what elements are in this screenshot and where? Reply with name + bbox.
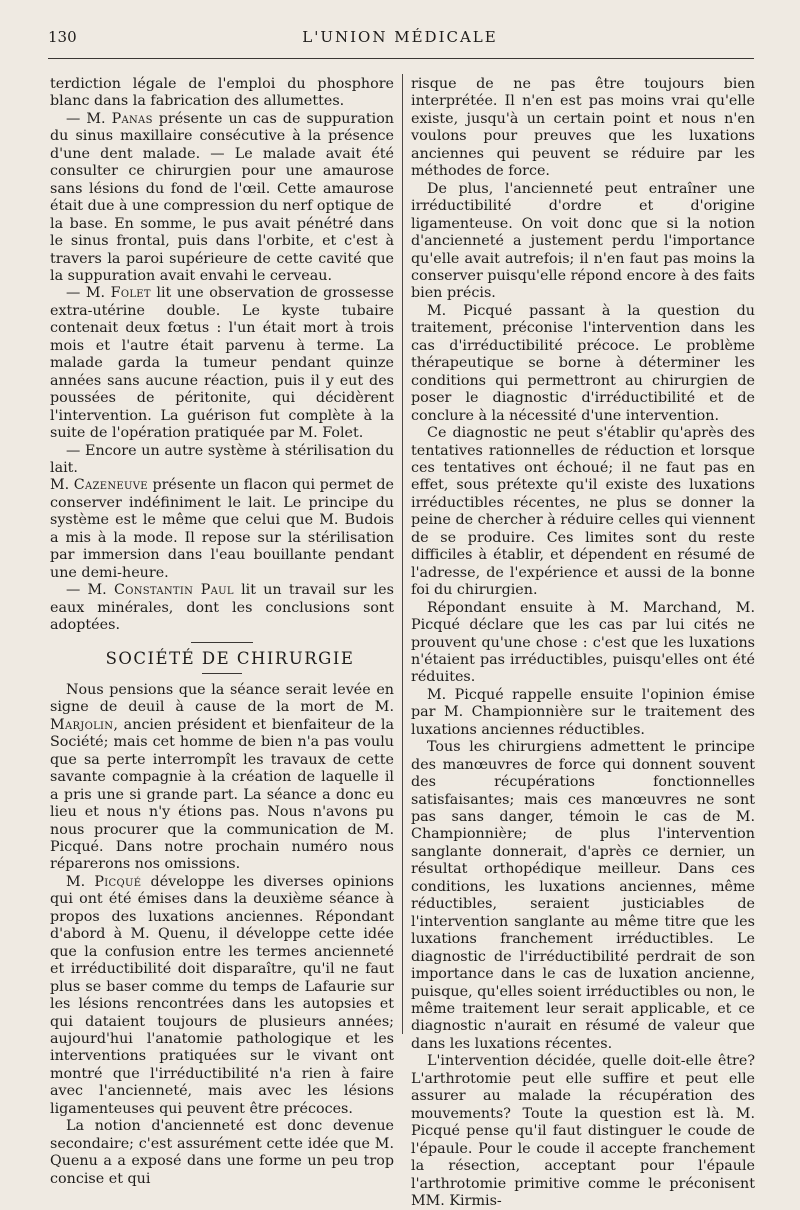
paragraph: M. Picqué développe les diverses opinions qui ont été émises dans la deuxième séance à propos des luxations anciennes. Répondant d'abord à M. Quenu, il développe cette idée que la confusion entre les termes ancienneté et irréductibilité doit disparaître, qu'il ne faut plus se baser comme du temps de Lafaurie sur les lésions rencontrées dans les autopsies et qui dataient toujours de plusieurs années; aujourd'hui l'anatomie pathologique et les interventions pratiquées sur le vivant ont montré que l'irréductibilité n'a rien à faire avec l'ancienneté, mais avec les lésions ligamenteuses qui peuvent être précoces. [50,873,395,1117]
paragraph: — M. Panas présente un cas de suppuration du sinus maxillaire consécutive à la présence d'une dent malade. — Le malade avait été consulter ce chirurgien pour une amaurose sans lésions du fond de l'œil. Cette amaurose était due à une compression du nerf optique de la base. En somme, le pus avait pénétré dans le sinus frontal, puis dans l'orbite, et c'est à travers la paroi supérieure de cette cavité que la suppuration avait envahi le cerveau. [50,110,395,284]
person-name: Marjolin [50,716,114,733]
author-name: Picqué [94,873,142,890]
paragraph: M. Picqué rappelle ensuite l'opinion émise par M. Championnière sur le traitement des luxations anciennes réductibles. [411,686,755,738]
running-title: L'UNION MÉDICALE [302,28,498,46]
paragraph: terdiction légale de l'emploi du phosphore blanc dans la fabrication des allumettes. [50,76,394,110]
author-name: Folet [110,285,151,302]
paragraph: — Encore un autre système à stérilisation du lait. [50,442,394,476]
paragraph: De plus, l'ancienneté peut entraîner une irréductibilité d'ordre et d'origine ligamenteuse. On voit donc que si la notion d'ancienneté a justement perdu l'importance qu'elle avait autrefois; il n'en faut pas moins la conserver puisqu'elle répond encore à des faits bien précis. [411,180,755,302]
page-header [48,28,752,50]
author-name: Constantin Paul [113,582,234,599]
title-underline [202,673,242,674]
paragraph: risque de ne pas être toujours bien interprétée. Il n'en est pas moins vrai qu'elle existe, jusqu'à un certain point et nous n'en voulons pour preuves que les luxations anciennes qui peuvent se réduire par les méthodes de force. [411,76,755,180]
section-separator [191,642,253,643]
paragraph: — M. Folet lit une observation de grossesse extra-utérine double. Le kyste tubaire contenait deux fœtus : l'un était mort à trois mois et l'autre était parvenu à terme. La malade garda la tumeur pendant quinze années sans aucune réaction, puis il y eut des poussées de péritonite, qui décidèrent l'intervention. La guérison fut complète à la suite de l'opération pratiquée par M. Folet. [50,285,395,442]
paragraph: La notion d'ancienneté est donc devenue secondaire; c'est assurément cette idée que M. Quenu a a exposé dans une forme un peu trop concise et qui [50,1118,394,1187]
paragraph: Tous les chirurgiens admettent le principe des manœuvres de force qui donnent souvent des récupérations fonctionnelles satisfaisantes; mais ces manœuvres ne sont pas sans danger, témoin le cas de M. Championnière; de plus l'intervention sanglante donnerait, d'après ce dernier, un résultat orthopédique meilleur. Dans ces conditions, les luxations anciennes, même réductibles, seraient justiciables de l'intervention sanglante au même titre que les luxations franchement irréductibles. Le diagnostic de l'irréductibilité perdrait de son importance dans le cas de luxation ancienne, puisque, qu'elles soient irréductibles ou non, le même traitement leur serait applicable, et ce diagnostic n'aurait en résumé de valeur que dans les luxations récentes. [411,739,755,1052]
paragraph: Nous pensions que la séance serait levée en signe de deuil à cause de la mort de M. Marjolin, ancien président et bienfaiteur de la Société; mais cet homme de bien n'a pas voulu que sa perte interrompît les travaux de cette savante compagnie à la création de laquelle il a pris une si grande part. La séance a donc eu lieu et nous n'y étions pas. Nous n'avons pu nous procurer que la communication de M. Picqué. Dans notre prochain numéro nous réparerons nos omissions. [50,681,394,873]
paragraph: L'intervention décidée, quelle doit-elle être? L'arthrotomie peut elle suffire et peut elle assurer au malade la récupération des mouvements? Toute la question est là. M. Picqué pense qu'il faut distinguer le coude de l'épaule. Pour le coude il accepte franchement la résection, acceptant pour l'épaule l'arthrotomie primitive comme le préconisent MM. Kirmis- [411,1053,755,1209]
header-rule [48,58,754,59]
paragraph: Ce diagnostic ne peut s'établir qu'après des tentatives rationnelles de réduction et lorsque ces tentatives ont échoué; il ne faut pas en effet, sous prétexte qu'il existe des luxations irréductibles récentes, ne plus se donner la peine de chercher à réduire celles qui viennent de se produire. Ces limites sont du reste difficiles à établir, et dépendent en résumé de l'adresse, de l'expérience et aussi de la bonne foi du chirurgien. [411,425,755,599]
column-divider [402,74,403,1034]
right-column [411,76,755,1209]
paragraph: Répondant ensuite à M. Marchand, M. Picqué déclare que les cas par lui cités ne prouvent qu'une chose : c'est que les luxations n'étaient pas irréductibles, puisqu'elles ont été réduites. [411,599,755,686]
left-column [50,76,395,1187]
page-number: 130 [48,28,77,46]
paragraph: — M. Constantin Paul lit un travail sur les eaux minérales, dont les conclusions sont adoptées. [50,582,394,634]
author-name: Panas [111,110,153,127]
section-title: SOCIÉTÉ DE CHIRURGIE [105,648,355,668]
paragraph: M. Picqué passant à la question du traitement, préconise l'intervention dans les cas d'irréductibilité précoce. Le problème thérapeutique se borne à déterminer les conditions qui permettront au chirurgien de poser le diagnostic d'irréductibilité et de conclure à la nécessité d'une intervention. [411,302,755,424]
paragraph: M. Cazeneuve présente un flacon qui permet de conserver indéfiniment le lait. Le principe du système est le même que celui que M. Budois a mis à la mode. Il repose sur la stérilisation par immersion dans l'eau bouillante pendant une demi-heure. [50,477,395,581]
author-name: Cazeneuve [73,477,148,494]
